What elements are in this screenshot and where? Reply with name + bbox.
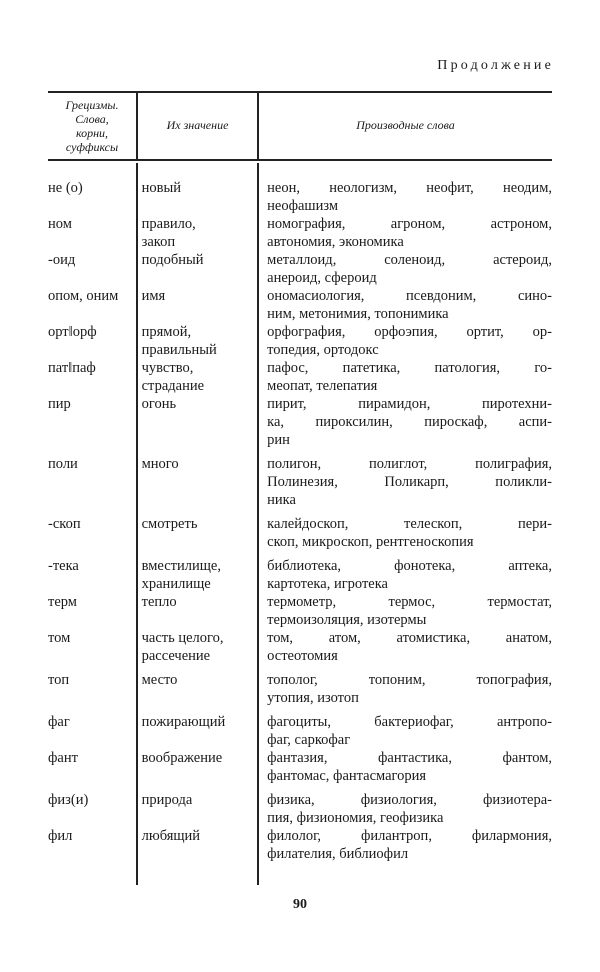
table-top-rule [48,91,552,93]
header-derived: Производные слова [356,118,455,132]
meaning-cell [140,827,264,863]
table-row [48,593,552,629]
meaning-cell [140,323,264,359]
meaning-line: прямой, [141,324,192,340]
meaning-line: правило, [141,216,196,232]
derived-cell [263,323,552,359]
derived-line: фантазия, фантастика, фантом, [267,750,552,766]
table-row [48,323,552,359]
derived-line: ника [267,492,296,508]
table-row [48,359,552,395]
derived-line: картотека, игротека [267,576,388,592]
derived-line: металлоид, соленоид, астероид, [267,252,552,268]
derived-line: библиотека, фонотека, аптека, [267,558,552,574]
table-body [48,179,552,863]
derived-line: пия, физиономия, геофизика [267,810,444,826]
meaning-line: природа [141,792,193,808]
meaning-line: часть целого, [141,630,224,646]
root-cell: -скоп [48,516,81,532]
meaning-line: любящий [141,828,201,844]
header-roots-line: корни, [75,126,109,140]
meaning-cell [140,287,264,323]
derived-line: фаг, саркофаг [267,732,351,748]
meaning-line: имя [141,288,166,304]
meaning-line: много [141,456,179,472]
root-cell: физ(и) [48,792,89,808]
root-cell: -тека [48,558,79,574]
derived-cell [263,395,552,449]
derived-line: номография, агроном, астроном, [267,216,552,232]
meaning-line: смотреть [141,516,198,532]
derived-line: неон, неологизм, неофит, неодим, [267,180,552,196]
root-cell: не (о) [48,180,83,196]
derived-cell [263,215,552,251]
meaning-line: закоп [141,234,176,250]
table-row [48,629,552,671]
page-number: 90 [293,897,307,912]
meaning-cell [140,395,264,449]
derived-cell [263,515,552,551]
table-row [48,791,552,827]
root-cell: опом, оним [48,288,119,304]
root-cell: топ [48,672,70,688]
root-cell: терм [48,594,77,610]
root-cell: фаг [48,714,70,730]
meaning-cell [140,629,264,665]
table-row [48,455,552,515]
meaning-cell [140,749,264,785]
derived-cell [263,749,552,785]
meaning-line: страдание [141,378,205,394]
header-roots-line: Грецизмы. [65,98,119,112]
meaning-cell [140,671,264,707]
root-cell: пат‖паф [48,360,96,376]
header-roots-line: суффиксы [65,140,119,154]
meaning-cell [140,359,264,395]
meaning-line: вместилище, [141,558,221,574]
derived-cell [263,287,552,323]
derived-line: ономасиология, псевдоним, сино- [267,288,552,304]
table-row [48,287,552,323]
root-cell: фил [48,828,73,844]
derived-line: анероид, сфероид [267,270,377,286]
table-row [48,179,552,215]
meaning-cell [140,179,264,215]
derived-line: фагоциты, бактериофаг, антропо- [267,714,552,730]
root-cell: орт‖орф [48,324,97,340]
derived-line: том, атом, атомистика, анатом, [267,630,552,646]
derived-line: филолог, филантроп, филармония, [267,828,552,844]
derived-cell [263,827,552,863]
derived-line: утопия, изотоп [267,690,359,706]
meaning-cell [140,515,264,551]
meaning-cell [140,557,264,593]
derived-line: термоизоляция, изотермы [267,612,427,628]
meaning-line: хранилище [141,576,211,592]
table-row [48,215,552,251]
derived-line: термометр, термос, термостат, [267,594,552,610]
table-row [48,827,552,863]
continuation-label: Продолжение [437,58,554,73]
meaning-line: новый [141,180,181,196]
meaning-line: пожирающий [141,714,226,730]
derived-cell [263,251,552,287]
derived-line: скоп, микроскоп, рентгеноскопия [267,534,474,550]
meaning-cell [140,251,264,287]
meaning-line: воображение [141,750,223,766]
meaning-cell [140,791,264,827]
meaning-cell [140,455,264,509]
derived-line: неофашизм [267,198,339,214]
derived-cell [263,359,552,395]
root-cell: том [48,630,71,646]
table-row [48,515,552,557]
derived-line: топедия, ортодокс [267,342,379,358]
derived-line: меопат, телепатия [267,378,378,394]
derived-line: пафос, патетика, патология, го- [267,360,552,376]
table-row [48,671,552,713]
derived-cell [263,179,552,215]
header-meaning: Их значение [166,118,229,132]
table-row [48,713,552,749]
derived-line: пирит, пирамидон, пиротехни- [267,396,552,412]
table-row [48,557,552,593]
meaning-line: рассечение [141,648,211,664]
root-cell: ном [48,216,72,232]
derived-cell [263,593,552,629]
derived-line: рин [267,432,290,448]
root-cell: -оид [48,252,76,268]
derived-line: калейдоскоп, телескоп, пери- [267,516,552,532]
meaning-cell [140,593,264,629]
derived-line: физика, физиология, физиотера- [267,792,552,808]
derived-line: автономия, экономика [267,234,404,250]
derived-line: орфография, орфоэпия, ортит, ор- [267,324,552,340]
derived-line: Полинезия, Поликарп, поликли- [267,474,552,490]
meaning-line: место [141,672,178,688]
root-cell: пир [48,396,71,412]
table-row [48,749,552,791]
derived-line: ним, метонимия, топонимика [267,306,449,322]
meaning-line: правильный [141,342,217,358]
table-row [48,251,552,287]
meaning-line: тепло [141,594,177,610]
header-roots-line: Слова, [75,112,109,126]
derived-line: тополог, топоним, топография, [267,672,552,688]
root-cell: фант [48,750,78,766]
derived-cell [263,629,552,665]
meaning-line: чувство, [141,360,194,376]
derived-line: остеотомия [267,648,338,664]
derived-line: фантомас, фантасмагория [267,768,427,784]
header-roots [48,98,136,154]
derived-line: ка, пироксилин, пироскаф, аспи- [267,414,552,430]
derived-cell [263,557,552,593]
derived-cell [263,671,552,707]
derived-cell [263,455,552,509]
meaning-cell [140,713,264,749]
derived-cell [263,791,552,827]
meaning-line: подобный [141,252,204,268]
meaning-line: огонь [141,396,177,412]
derived-line: полигон, полиглот, полиграфия, [267,456,552,472]
derived-cell [263,713,552,749]
header-bottom-rule [48,159,552,161]
table-row [48,395,552,455]
meaning-cell [140,215,264,251]
root-cell: поли [48,456,78,472]
derived-line: филателия, библиофил [267,846,409,862]
